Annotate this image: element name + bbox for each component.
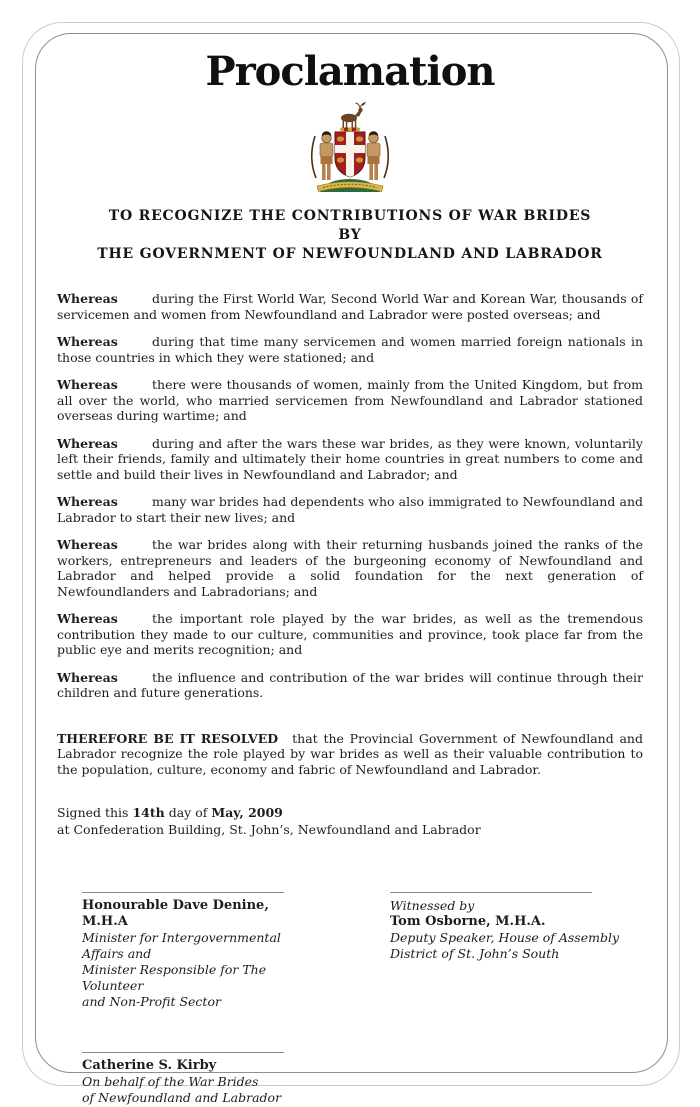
signatory-role-line: District of St. John’s South xyxy=(390,946,560,961)
whereas-clause xyxy=(57,334,643,365)
whereas-label: Whereas xyxy=(57,334,118,349)
whereas-clause xyxy=(57,436,643,483)
whereas-clause xyxy=(57,670,643,701)
whereas-clause xyxy=(57,494,643,525)
signature-line xyxy=(390,892,592,893)
signature-block-denine xyxy=(82,892,312,1010)
whereas-text: many war brides had dependents who also immigrated to Newfoundland and Labrador to start their new lives; and xyxy=(57,494,643,525)
whereas-label: Whereas xyxy=(57,494,118,509)
subtitle-line-3: THE GOVERNMENT OF NEWFOUNDLAND AND LABRADOR xyxy=(97,246,603,262)
whereas-text: during and after the wars these war brides, as they were known, voluntarily left their friends, family and ultimately their home countries in great numbers to come and settle and build their lives in Newfoundland and Labrador; and xyxy=(57,435,643,482)
signing-prefix: Signed this xyxy=(57,805,129,820)
whereas-label: Whereas xyxy=(57,537,118,552)
signatory-role-line: Deputy Speaker, House of Assembly xyxy=(390,930,620,945)
whereas-label: Whereas xyxy=(57,435,118,451)
coat-of-arms-icon xyxy=(57,102,643,198)
subtitle-line-1: TO RECOGNIZE THE CONTRIBUTIONS OF WAR BRIDES xyxy=(108,208,592,224)
resolution-clause xyxy=(57,731,643,778)
signatory-name: Honourable Dave Denine, M.H.A xyxy=(82,898,269,929)
signatory-role-line: and Non-Profit Sector xyxy=(82,994,221,1009)
subtitle-line-2: BY xyxy=(338,227,362,243)
whereas-text: there were thousands of women, mainly from the United Kingdom, but from all over the world, who married servicemen from Newfoundland and Labrador stationed overseas during wartime; and xyxy=(57,377,643,423)
signatory-role-line: On behalf of the War Brides xyxy=(82,1074,259,1089)
whereas-label: Whereas xyxy=(57,611,118,626)
whereas-label: Whereas xyxy=(57,291,118,306)
whereas-clause xyxy=(57,611,643,658)
signature-block-osborne xyxy=(390,892,620,1010)
signatory-name: Catherine S. Kirby xyxy=(82,1058,217,1073)
whereas-text: during that time many servicemen and women married foreign nationals in those countries in which they were stationed; and xyxy=(57,334,643,365)
whereas-clause xyxy=(57,537,643,599)
whereas-label: Whereas xyxy=(57,377,118,392)
signature-block-kirby xyxy=(82,1052,312,1106)
signatory-role-line: Minister Responsible for The Volunteer xyxy=(82,962,267,993)
signing-block xyxy=(57,804,643,838)
signing-day: 14th xyxy=(132,805,165,820)
whereas-text: the important role played by the war brides, as well as the tremendous contribution they made to our culture, communities and province, took place far from the public eye and merits recognition; and xyxy=(57,611,643,657)
document-title: Proclamation xyxy=(205,48,495,95)
signing-date: May, 2009 xyxy=(211,805,283,820)
document-subtitle xyxy=(57,207,643,264)
signing-location-line: at Confederation Building, St. John’s, Newfoundland and Labrador xyxy=(57,822,481,837)
signature-line xyxy=(82,1052,284,1053)
resolution-label: THEREFORE BE IT RESOLVED xyxy=(57,730,279,746)
signatory-role-line: of Newfoundland and Labrador xyxy=(82,1090,282,1105)
resolution-text: that the Provincial Government of Newfoundland and Labrador recognize the role played by war brides as well as their valuable contribution to the population, culture, economy and fabric of Newfoundland and Labrador. xyxy=(57,730,643,777)
whereas-label: Whereas xyxy=(57,669,118,685)
signing-date-line xyxy=(57,804,643,821)
document-content xyxy=(57,48,643,1106)
whereas-text: during the First World War, Second World War and Korean War, thousands of servicemen and women from Newfoundland and Labrador were posted overseas; and xyxy=(57,291,643,322)
signature-line xyxy=(82,892,284,893)
whereas-text: the influence and contribution of the war brides will continue through their children and future generations. xyxy=(57,669,643,700)
signature-row xyxy=(57,892,643,1010)
whereas-clause xyxy=(57,291,643,322)
whereas-text: the war brides along with their returning husbands joined the ranks of the workers, entrepreneurs and leaders of the burgeoning economy of Newfoundland and Labrador and helped provide a solid foundation for the next generation of Newfoundlanders and Labradorians; and xyxy=(57,537,643,599)
whereas-clause xyxy=(57,377,643,424)
witnessed-by-label: Witnessed by xyxy=(390,898,475,913)
signatory-name: Tom Osborne, M.H.A. xyxy=(390,914,546,929)
signatory-role-line: Minister for Intergovernmental Affairs and xyxy=(82,930,281,961)
signing-middle: day of xyxy=(168,805,208,820)
